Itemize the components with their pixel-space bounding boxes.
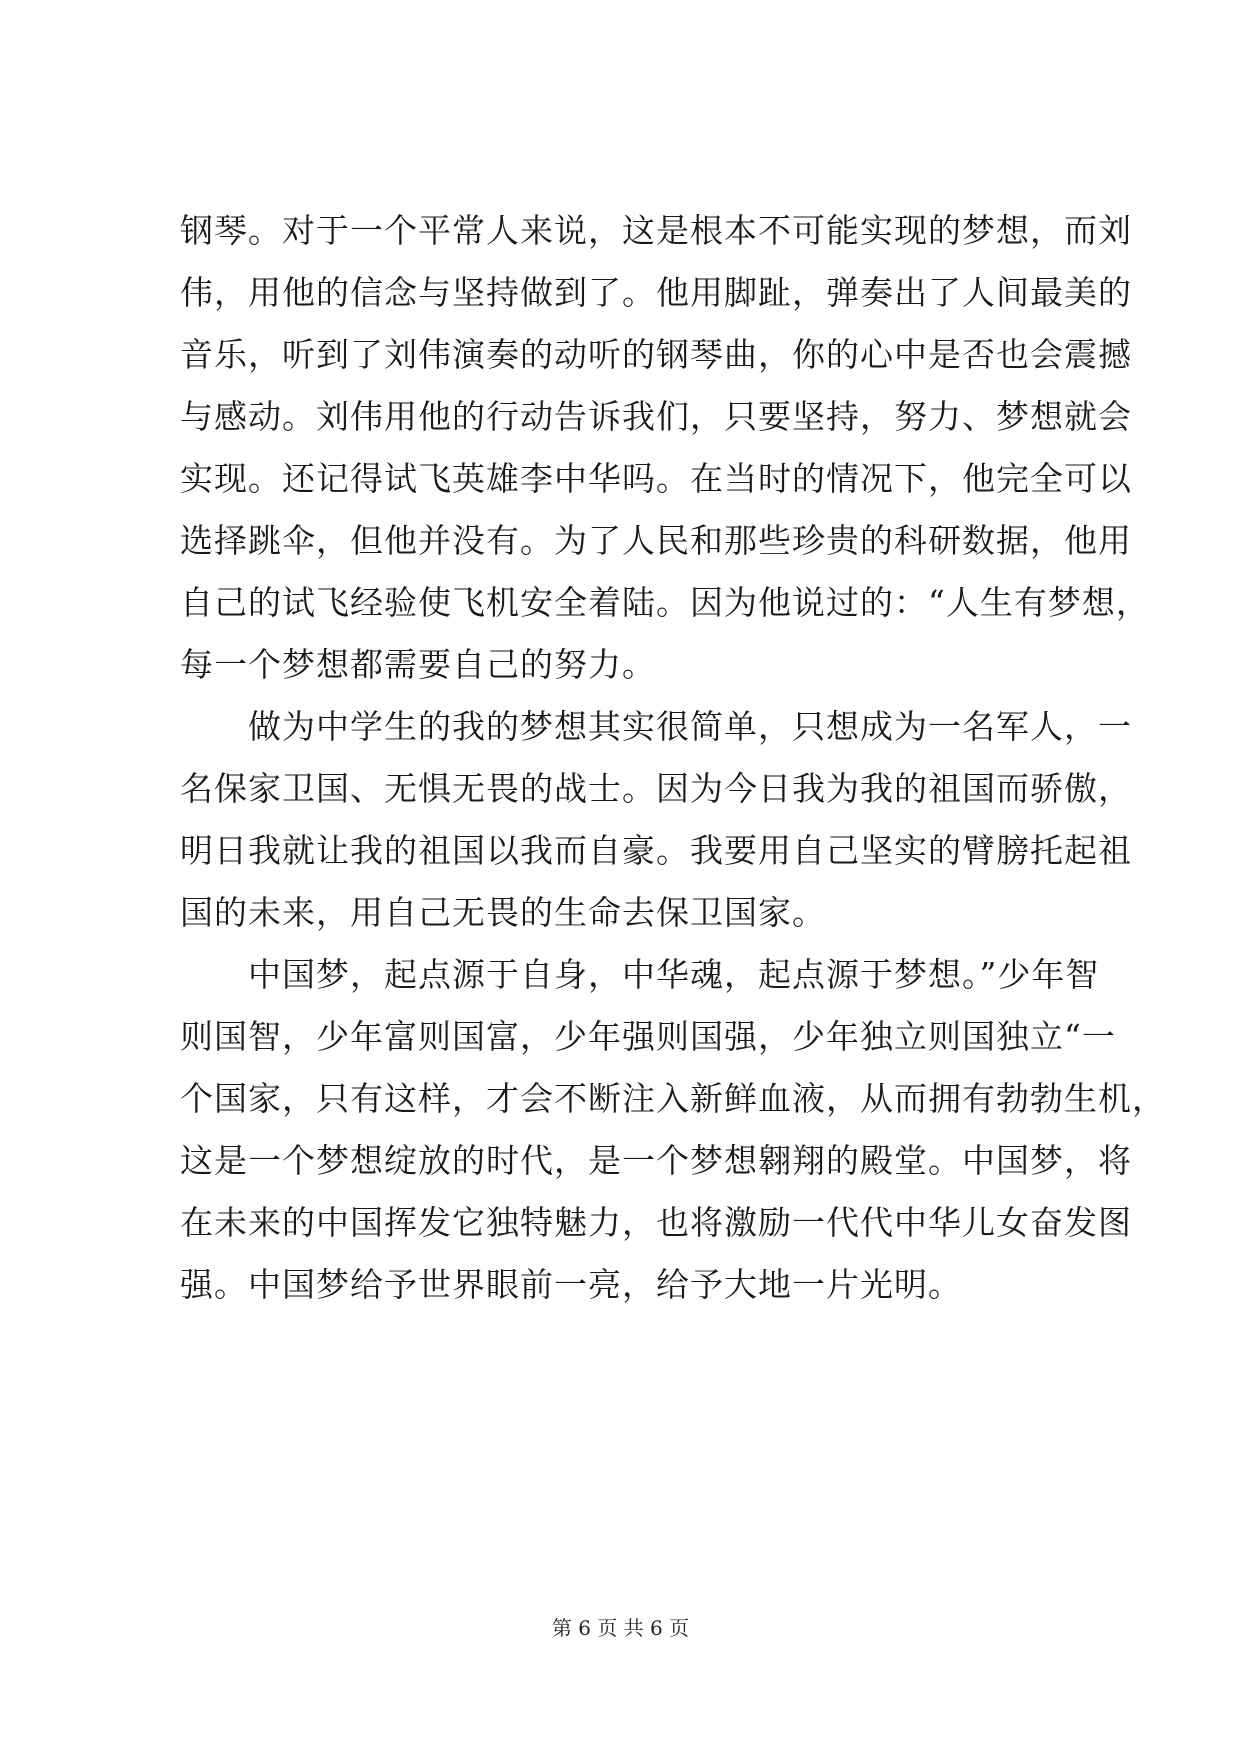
paragraph-2 [180,696,1132,944]
text-line: 名保家卫国、无惧无畏的战士。因为今日我为我的祖国而骄傲， [180,769,1132,808]
paragraph-3 [180,944,1166,1316]
paragraph-1 [180,200,1150,696]
text-line: 钢琴。对于一个平常人来说，这是根本不可能实现的梦想，而刘 [180,211,1132,250]
text-line: 在未来的中国挥发它独特魅力，也将激励一代代中华儿女奋发图 [180,1203,1132,1242]
text-line: 做为中学生的我的梦想其实很简单，只想成为一名军人，一 [248,707,1132,746]
text-line: 自己的试飞经验使飞机安全着陆。因为他说过的：“人生有梦想， [180,583,1150,622]
text-line: 则国智，少年富则国富，少年强则国强，少年独立则国独立“一 [180,1017,1116,1056]
text-line: 每一个梦想都需要自己的努力。 [180,645,656,684]
text-line: 与感动。刘伟用他的行动告诉我们，只要坚持，努力、梦想就会 [180,397,1132,436]
text-line: 明日我就让我的祖国以我而自豪。我要用自己坚实的臂膀托起祖 [180,831,1132,870]
page-number-footer: 第 6 页 共 6 页 [551,1616,690,1640]
text-line: 国的未来，用自己无畏的生命去保卫国家。 [180,893,826,932]
text-line: 这是一个梦想绽放的时代，是一个梦想翱翔的殿堂。中国梦，将 [180,1141,1132,1180]
text-line: 强。中国梦给予世界眼前一亮，给予大地一片光明。 [180,1265,962,1304]
text-line: 伟，用他的信念与坚持做到了。他用脚趾，弹奏出了人间最美的 [180,273,1132,312]
text-line: 音乐，听到了刘伟演奏的动听的钢琴曲，你的心中是否也会震撼 [180,335,1132,374]
text-line: 选择跳伞，但他并没有。为了人民和那些珍贵的科研数据，他用 [180,521,1132,560]
text-line: 中国梦，起点源于自身，中华魂，起点源于梦想。”少年智 [248,955,1100,994]
text-line: 实现。还记得试飞英雄李中华吗。在当时的情况下，他完全可以 [180,459,1132,498]
text-line: 个国家，只有这样，才会不断注入新鲜血液，从而拥有勃勃生机， [180,1079,1166,1118]
document-body [180,200,1166,1316]
